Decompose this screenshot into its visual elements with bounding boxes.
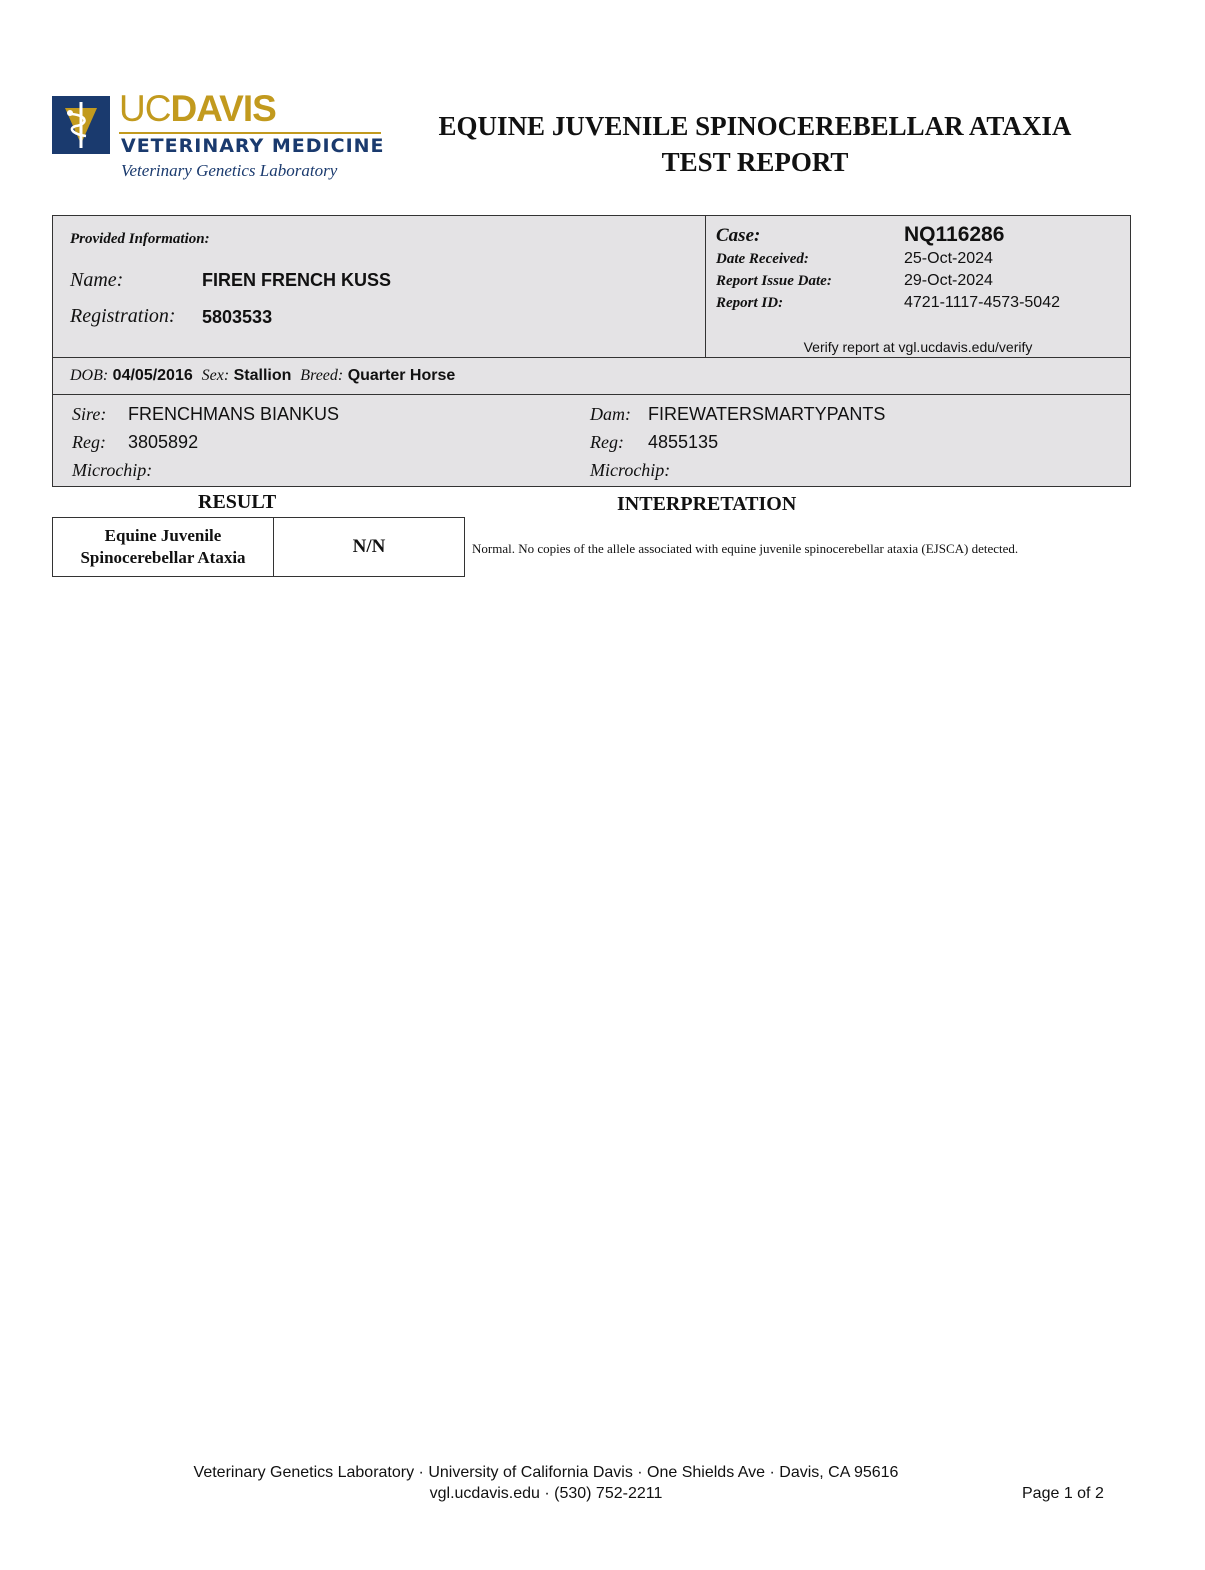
- dam-microchip-label: Microchip:: [590, 460, 671, 480]
- footer: [140, 1462, 952, 1504]
- report-issue-date-label: Report Issue Date:: [716, 273, 832, 289]
- registration-number: 5803533: [202, 307, 273, 327]
- registration-label: Registration:: [70, 305, 176, 327]
- sire-reg: 3805892: [128, 432, 199, 452]
- logo-wordmark: UCDAVIS: [119, 88, 276, 129]
- breed-value: Quarter Horse: [347, 367, 456, 384]
- logo-vet-med: VETERINARY MEDICINE: [121, 135, 385, 157]
- provided-heading: Provided Information:: [70, 231, 210, 247]
- result-heading: RESULT: [198, 491, 277, 513]
- logo-divider: [119, 132, 381, 134]
- footer-contact: vgl.ucdavis.edu · (530) 752-2211: [429, 1485, 663, 1502]
- sire-name: FRENCHMANS BIANKUS: [128, 404, 340, 424]
- horse-name: FIREN FRENCH KUSS: [202, 270, 392, 290]
- dam-reg: 4855135: [648, 432, 719, 452]
- ucdavis-logo: [52, 88, 387, 186]
- dob-value: 04/05/2016: [112, 367, 193, 384]
- result-table: [52, 517, 465, 577]
- animal-details: [70, 367, 455, 385]
- report-title-line1: EQUINE JUVENILE SPINOCEREBELLAR ATAXIA: [438, 111, 1072, 141]
- name-label: Name:: [70, 269, 124, 291]
- dam-name: FIREWATERSMARTYPANTS: [648, 404, 886, 424]
- dam-reg-label: Reg:: [590, 432, 624, 452]
- dam-label: Dam:: [590, 404, 631, 424]
- breed-label: Breed:: [300, 367, 344, 384]
- caduceus-icon: [52, 96, 110, 154]
- genotype-result: N/N: [352, 536, 386, 557]
- test-name-line1: Equine Juvenile: [104, 526, 222, 545]
- report-title: [400, 108, 1110, 180]
- test-name-cell: [53, 518, 274, 576]
- sex-value: Stallion: [233, 367, 292, 384]
- date-received: 25-Oct-2024: [904, 250, 993, 267]
- report-id: 4721-1117-4573-5042: [904, 294, 1060, 311]
- test-name-line2: Spinocerebellar Ataxia: [80, 548, 246, 567]
- dob-label: DOB:: [70, 367, 109, 384]
- footer-address: Veterinary Genetics Laboratory · University of California Davis · One Shields Ave · Davis, CA 95616: [193, 1464, 899, 1481]
- interpretation-heading: INTERPRETATION: [617, 493, 797, 515]
- sire-microchip-label: Microchip:: [72, 460, 153, 480]
- report-issue-date: 29-Oct-2024: [904, 272, 993, 289]
- case-number: NQ116286: [904, 223, 1005, 246]
- date-received-label: Date Received:: [716, 251, 809, 267]
- case-info-box: [705, 215, 1131, 358]
- sex-label: Sex:: [201, 367, 230, 384]
- case-label: Case:: [716, 225, 761, 246]
- verify-report-text: Verify report at vgl.ucdavis.edu/verify: [803, 339, 1033, 355]
- report-id-label: Report ID:: [716, 295, 784, 311]
- parentage-box: [52, 394, 1131, 487]
- interpretation-text: Normal. No copies of the allele associated with equine juvenile spinocerebellar ataxia (EJSCA) detected.: [472, 541, 1019, 556]
- report-title-line2: TEST REPORT: [661, 147, 849, 177]
- page-number: Page 1 of 2: [1022, 1485, 1104, 1502]
- sire-label: Sire:: [72, 404, 107, 424]
- logo-lab-name: Veterinary Genetics Laboratory: [121, 161, 338, 180]
- sire-reg-label: Reg:: [72, 432, 106, 452]
- provided-information-box: [52, 215, 706, 358]
- animal-details-bar: [52, 357, 1131, 395]
